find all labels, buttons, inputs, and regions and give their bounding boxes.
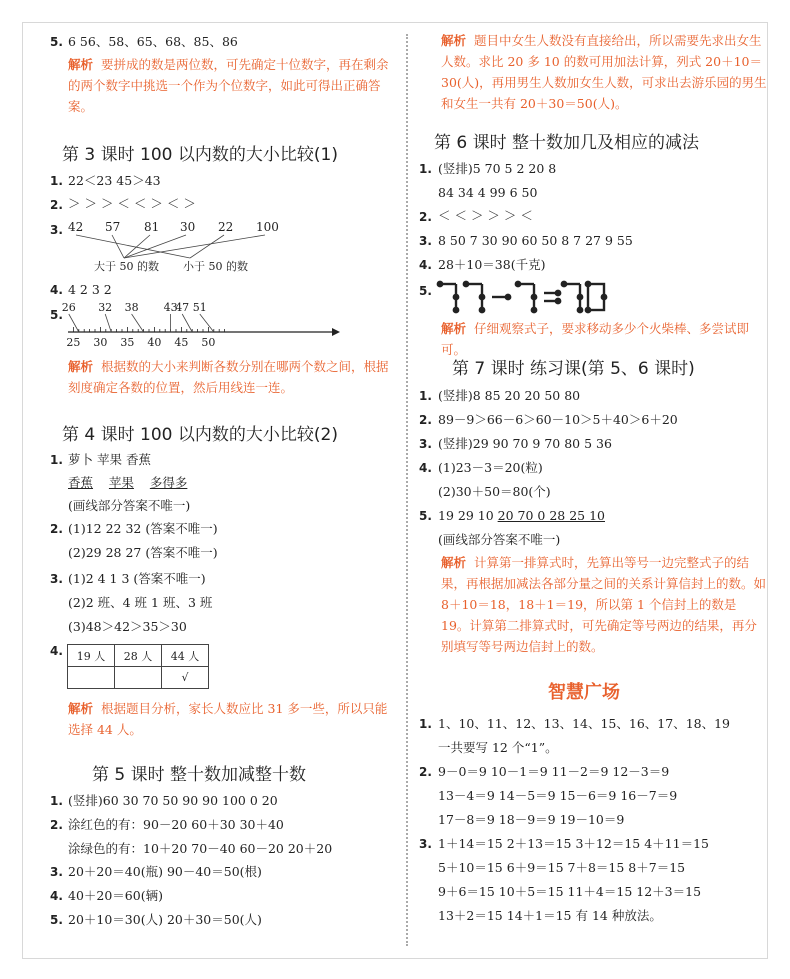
answer-line: (2)30＋50＝80(个) [438, 484, 551, 499]
underlined-answer: 香蕉 [68, 475, 94, 490]
section-title: 智慧广场 [548, 682, 620, 703]
underlined-answer: 多得多 [149, 475, 188, 490]
item-number: 4. [50, 644, 63, 658]
answer-note: (画线部分答案不唯一) [438, 532, 561, 547]
answer-line: 5＋10＝15 6＋9＝15 7＋8＝15 8＋7＝15 [438, 860, 686, 875]
number-line-group [62, 301, 340, 349]
table-cell [68, 667, 115, 689]
answer-line: 9－0＝9 10－1＝9 11－2＝9 12－3＝9 [438, 764, 670, 779]
item-number: 3. [50, 223, 63, 237]
answer-line: ＜ ＜ ＞ ＞ ＞ ＜ [438, 208, 533, 223]
answer-line: (2)29 28 27 (答案不唯一) [68, 545, 218, 560]
matchstick-equation-77-7-70 [436, 280, 616, 316]
connector-line [200, 314, 214, 332]
item-number: 2. [419, 765, 432, 779]
answer-line: 20＋10＝30(人) 20＋30＝50(人) [68, 912, 262, 927]
number-line [60, 300, 350, 352]
connector-line [69, 314, 79, 332]
answer-line: 13＋2＝15 14＋1＝15 有 14 种放法。 [438, 908, 662, 923]
answer-line: 89－9＞66－6＞60－10＞5＋40＞6＋20 [438, 412, 678, 427]
explanation-text: 根据数的大小来判断各数分别在哪两个数之间，根据刻度确定各数的位置，然后用线连一连。 [68, 359, 389, 395]
item-number: 3. [50, 572, 63, 586]
explanation-text: 要拼成的数是两位数，可先确定十位数字，再在剩余的两个数字中挑选一个作为个位数字，如此可得出正确答案。 [68, 57, 389, 114]
explanation-label: 解析 [441, 555, 467, 570]
answer-line: (竖排)29 90 70 9 70 80 5 36 [438, 436, 612, 451]
answer-line: 涂绿色的有：10＋20 70－40 60－20 20＋20 [68, 841, 333, 856]
number-label: 26 [61, 301, 76, 314]
item-number: 1. [50, 453, 63, 467]
answer-note: (画线部分答案不唯一) [68, 498, 191, 513]
item-number: 1. [50, 794, 63, 808]
section-title: 第 5 课时 整十数加减整十数 [92, 765, 307, 785]
connector-line [132, 314, 144, 332]
item-number: 4. [419, 461, 432, 475]
answer-line: (竖排)8 85 20 20 50 80 [438, 388, 581, 403]
section-title: 第 6 课时 整十数加几及相应的减法 [434, 133, 700, 153]
explanation-label: 解析 [441, 321, 467, 336]
section-title: 第 4 课时 100 以内数的大小比较(2) [62, 425, 338, 445]
item-number: 3. [50, 865, 63, 879]
axis-tick-label: 50 [201, 336, 216, 349]
explanation-label: 解析 [68, 701, 94, 716]
connector-line [112, 235, 124, 258]
table-cell: 19 人 [68, 645, 115, 667]
answer-line [68, 475, 187, 491]
explanation-text: 根据题目分析，家长人数应比 31 多一些，所以只能选择 44 人。 [68, 701, 388, 737]
table-cell: 28 人 [115, 645, 162, 667]
answer-line: 一共要写 12 个“1”。 [438, 740, 558, 755]
axis-tick-label: 25 [66, 336, 81, 349]
item-number: 1. [419, 717, 432, 731]
answer-line: 17－8＝9 18－9＝9 19－10＝9 [438, 812, 625, 827]
diagram-label: 大于 50 的数 [94, 260, 159, 273]
answer-line: 6 56、58、65、68、85、86 [68, 34, 238, 49]
table-cell [115, 667, 162, 689]
answer-plain: 19 29 10 [438, 508, 498, 523]
diagram-number: 42 [68, 220, 84, 234]
axis-tick-label: 40 [147, 336, 162, 349]
item-number: 1. [50, 174, 63, 188]
item-number: 3. [419, 837, 432, 851]
number-label: 32 [98, 301, 113, 314]
explanation-text: 计算第一排算式时，先算出等号一边完整式子的结果，再根据加减法各部分量之间的关系计算信封上的数。如 8＋10＝18，18＋1＝19，所以第 1 个信封上的数是 19。计算第二排算式时，可先确定等号两边的结果，再分别填写等号两边信封上的数。 [441, 555, 767, 654]
answer-line: 28＋10＝38(千克) [438, 257, 546, 272]
axis-arrow [332, 328, 340, 336]
explanation-text: 题目中女生人数没有直接给出，所以需要先求出女生人数。求比 20 多 10 的数可用加法计算，列式 20＋10＝30(人)，再用男生人数加女生人数，可求出去游乐园的男生和女生一共有 20＋30＝50(人)。 [441, 33, 767, 111]
underlined-answer: 苹果 [108, 475, 134, 490]
explanation-label: 解析 [68, 359, 94, 374]
item-number: 1. [419, 389, 432, 403]
explanation [68, 698, 394, 740]
item-number: 4. [50, 889, 63, 903]
answer-line [438, 508, 605, 524]
explanation-label: 解析 [68, 57, 94, 72]
answer-line: 84 34 4 99 6 50 [438, 185, 538, 200]
answer-line: ＞ ＞ ＞ ＜ ＜ ＞ ＜ ＞ [68, 196, 196, 211]
item-number: 2. [419, 413, 432, 427]
answer-line: 13－4＝9 14－5＝9 15－6＝9 16－7＝9 [438, 788, 678, 803]
item-number: 3. [419, 437, 432, 451]
number-label: 51 [192, 301, 207, 314]
explanation [68, 54, 394, 117]
diagram-number: 57 [105, 220, 121, 234]
diagram-number: 81 [144, 220, 160, 234]
explanation-text: 仔细观察式子，要求移动多少个火柴棒、多尝试即可。 [441, 321, 750, 357]
column-divider [406, 34, 408, 946]
axis-tick-label: 30 [93, 336, 108, 349]
explanation [68, 356, 394, 398]
number-label: 47 [175, 301, 190, 314]
diagram-number: 30 [180, 220, 196, 234]
answer-line: 1、10、11、12、13、14、15、16、17、18、19 [438, 716, 731, 731]
axis-tick-label: 45 [174, 336, 189, 349]
section-title: 第 7 课时 练习课(第 5、6 课时) [452, 359, 695, 379]
item-number: 4. [419, 258, 432, 272]
item-number: 5. [419, 284, 432, 298]
answer-line: 9＋6＝15 10＋5＝15 11＋4＝15 12＋3＝15 [438, 884, 702, 899]
answer-line: (3)48＞42＞35＞30 [68, 619, 187, 634]
answer-line: (1)23－3＝20(粒) [438, 460, 543, 475]
item-number: 2. [50, 522, 63, 536]
answer-line: (2)2 班、4 班 1 班、3 班 [68, 595, 213, 610]
item-number: 5. [50, 308, 63, 322]
diagram-label: 小于 50 的数 [183, 260, 248, 273]
answer-line: (竖排)60 30 70 50 90 90 100 0 20 [68, 793, 278, 808]
explanation [441, 552, 767, 657]
answer-line: 萝卜 苹果 香蕉 [68, 452, 151, 467]
table-cell: 44 人 [162, 645, 209, 667]
axis-tick-label: 35 [120, 336, 135, 349]
answer-line: 20＋20＝40(瓶) 90－40＝50(根) [68, 864, 262, 879]
answer-line: 4 2 3 2 [68, 282, 112, 297]
table-cell: √ [162, 667, 209, 689]
section-title: 第 3 课时 100 以内数的大小比较(1) [62, 145, 338, 165]
item-number: 4. [50, 283, 63, 297]
answer-line: 40＋20＝60(辆) [68, 888, 163, 903]
answer-line: 22＜23 45＞43 [68, 173, 161, 188]
item-number: 5. [50, 913, 63, 927]
item-number: 1. [419, 162, 432, 176]
item-number: 3. [419, 234, 432, 248]
answer-line: (竖排)5 70 5 2 20 8 [438, 161, 557, 176]
answer-line: 涂红色的有：90－20 60＋30 30＋40 [68, 817, 284, 832]
explanation-label: 解析 [441, 33, 467, 48]
answer-table [67, 644, 209, 689]
answer-line: (1)2 4 1 3 (答案不唯一) [68, 571, 206, 586]
sorting-diagram [60, 218, 300, 278]
diagram-number: 22 [218, 220, 234, 234]
item-number: 5. [50, 35, 63, 49]
item-number: 2. [50, 198, 63, 212]
answer-line: 1＋14＝15 2＋13＝15 3＋12＝15 4＋11＝15 [438, 836, 709, 851]
explanation [441, 30, 767, 114]
number-label: 38 [124, 301, 139, 314]
item-number: 5. [419, 509, 432, 523]
underlined-answer: 20 70 0 28 25 10 [497, 508, 605, 523]
diagram-number: 100 [256, 220, 279, 234]
answer-line: 8 50 7 30 90 60 50 8 7 27 9 55 [438, 233, 633, 248]
item-number: 2. [419, 210, 432, 224]
number-label: 43 [163, 301, 178, 314]
answer-line: (1)12 22 32 (答案不唯一) [68, 521, 218, 536]
item-number: 2. [50, 818, 63, 832]
